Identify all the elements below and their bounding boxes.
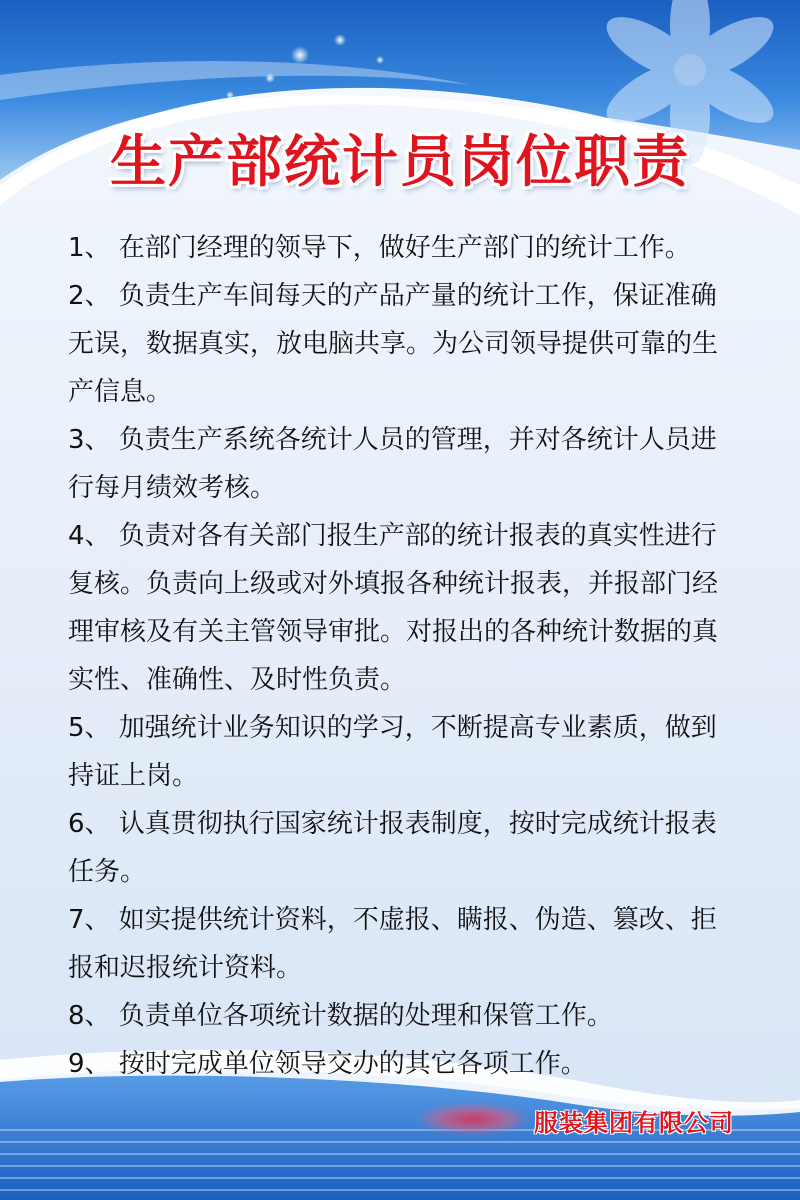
duty-item-6: 6、 认真贯彻执行国家统计报表制度，按时完成统计报表任务。 — [68, 809, 717, 887]
duty-item-4: 4、 负责对各有关部门报生产部的统计报表的真实性进行复核。负责向上级或对外填报各种统计报表，并报部门经理审核及有关主管领导审批。对报出的各种统计数据的真实性、准确性、及时性负责。 — [68, 521, 719, 695]
duty-list — [68, 224, 740, 1088]
duty-item-5: 5、 加强统计业务知识的学习，不断提高专业素质，做到持证上岗。 — [68, 713, 717, 791]
duty-item-9: 9、 按时完成单位领导交办的其它各项工作。 — [68, 1049, 587, 1079]
duty-item-8: 8、 负责单位各项统计数据的处理和保管工作。 — [68, 1001, 613, 1031]
duty-item-1: 1、 在部门经理的领导下，做好生产部门的统计工作。 — [68, 233, 691, 263]
page-title: 生产部统计员岗位职责 — [110, 130, 690, 195]
blurred-logo-icon — [418, 1104, 528, 1134]
company-name: 服装集团有限公司 — [534, 1109, 734, 1137]
duty-item-3: 3、 负责生产系统各统计人员的管理，并对各统计人员进行每月绩效考核。 — [68, 425, 717, 503]
duty-item-2: 2、 负责生产车间每天的产品产量的统计工作，保证准确无误，数据真实，放电脑共享。为公司领导提供可靠的生产信息。 — [68, 281, 719, 407]
duty-item-7: 7、 如实提供统计资料，不虚报、瞒报、伪造、篡改、拒报和迟报统计资料。 — [68, 905, 717, 983]
